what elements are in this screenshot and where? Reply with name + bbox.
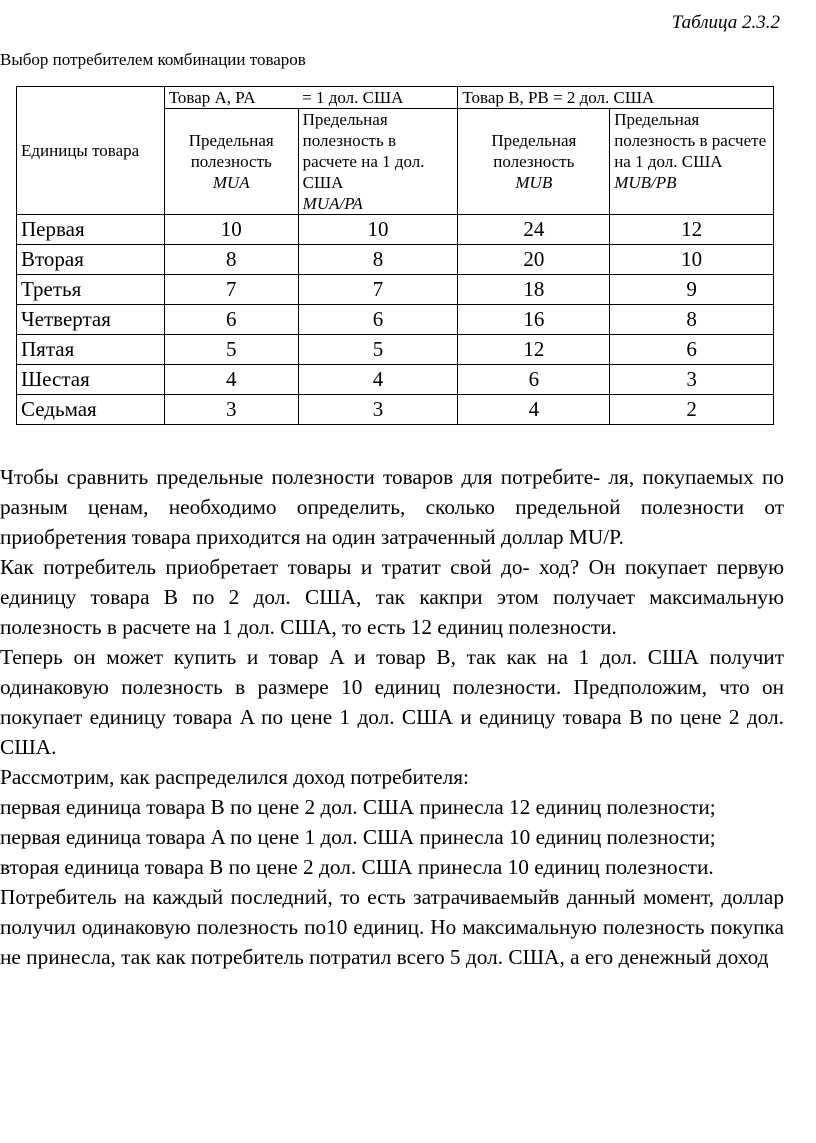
table-header-row-1 — [17, 87, 774, 109]
table-row — [17, 335, 774, 365]
paragraph: вторая единица товара B по цене 2 дол. США принесла 10 единиц полезности. — [0, 855, 714, 879]
muB-header — [458, 109, 610, 215]
paragraph: первая единица товара B по цене 2 дол. США принесла 12 единиц полезности; — [0, 795, 716, 819]
muA-pA-header — [298, 109, 458, 215]
table-row — [17, 275, 774, 305]
row-muB-pB: 12 — [610, 215, 774, 245]
row-muA: 4 — [164, 365, 298, 395]
row-muA: 8 — [164, 245, 298, 275]
row-muB: 6 — [458, 365, 610, 395]
table-row — [17, 305, 774, 335]
table-body — [17, 215, 774, 425]
muA-pA-symbol: MUA/PA — [302, 194, 363, 213]
row-muB: 4 — [458, 395, 610, 425]
table-number: Таблица 2.3.2 — [671, 12, 780, 33]
row-muA: 6 — [164, 305, 298, 335]
muB-pB-header — [610, 109, 774, 215]
muB-header-label: Предельная полезность — [491, 131, 577, 171]
row-muA-pA: 8 — [298, 245, 458, 275]
row-unit: Седьмая — [17, 395, 165, 425]
row-unit: Четвертая — [17, 305, 165, 335]
goodA-price: = 1 дол. США — [298, 87, 458, 109]
row-muB-pB: 2 — [610, 395, 774, 425]
row-unit: Вторая — [17, 245, 165, 275]
muB-symbol: MUB — [515, 173, 553, 192]
row-muB: 18 — [458, 275, 610, 305]
row-muB-pB: 10 — [610, 245, 774, 275]
row-muA: 10 — [164, 215, 298, 245]
muA-symbol: MUA — [212, 173, 250, 192]
paragraph: Теперь он может купить и товар A и товар B, так как на 1 дол. США получит одинаковую полезность в размере 10 единиц полезности. Предположим, что он покупает единицу товара A по цене 1 дол. США и единицу товара B по цене 2 дол. США. — [0, 645, 784, 759]
row-muA: 7 — [164, 275, 298, 305]
paragraph: Рассмотрим, как распределился доход потребителя: — [0, 765, 469, 789]
row-muA-pA: 6 — [298, 305, 458, 335]
muB-pB-symbol: MUB/PB — [614, 173, 677, 192]
muB-pB-header-label: Предельная полезность в расчете на 1 дол. США — [614, 110, 767, 171]
table-row — [17, 365, 774, 395]
paragraph: Как потребитель приобретает товары и тратит свой до- ход? Он покупает первую единицу товара B по 2 дол. США, так какпри этом получает максимальную полезность в расчете на 1 дол. США, то есть 12 единиц полезности. — [0, 555, 784, 639]
table-row — [17, 395, 774, 425]
row-muB-pB: 6 — [610, 335, 774, 365]
muA-header-label: Предельная полезность — [188, 131, 274, 171]
goodB-title: Товар B, PB = 2 дол. США — [458, 87, 774, 109]
row-unit: Третья — [17, 275, 165, 305]
row-muA-pA: 7 — [298, 275, 458, 305]
row-muB-pB: 8 — [610, 305, 774, 335]
row-muA: 5 — [164, 335, 298, 365]
table-row — [17, 215, 774, 245]
row-muA-pA: 5 — [298, 335, 458, 365]
row-muA-pA: 3 — [298, 395, 458, 425]
paragraph: Потребитель на каждый последний, то есть затрачиваемыйв данный момент, доллар получил одинаковую полезность по10 единиц. Но максимальную полезность покупка не принесла, так как потребитель потратил всего 5 дол. США, а его денежный доход — [0, 885, 784, 969]
row-muB-pB: 3 — [610, 365, 774, 395]
table-caption: Выбор потребителем комбинации товаров — [0, 50, 306, 69]
units-header: Единицы товара — [17, 87, 165, 215]
goodA-title: Товар A, PA — [164, 87, 298, 109]
paragraph: первая единица товара A по цене 1 дол. США принесла 10 единиц полезности; — [0, 825, 716, 849]
row-muA: 3 — [164, 395, 298, 425]
row-muB: 20 — [458, 245, 610, 275]
paragraph: Чтобы сравнить предельные полезности товаров для потребите- ля, покупаемых по разным ценам, необходимо определить, сколько предельной полезности от приобретения товара приходится на один затраченный доллар MU/P. — [0, 465, 784, 549]
muA-pA-header-label: Предельная полезность в расчете на 1 дол. США — [302, 110, 425, 192]
row-muB: 12 — [458, 335, 610, 365]
row-muA-pA: 10 — [298, 215, 458, 245]
row-muA-pA: 4 — [298, 365, 458, 395]
row-unit: Пятая — [17, 335, 165, 365]
row-unit: Шестая — [17, 365, 165, 395]
row-muB: 16 — [458, 305, 610, 335]
utility-table — [16, 86, 774, 425]
table-row — [17, 245, 774, 275]
row-muB-pB: 9 — [610, 275, 774, 305]
body-text — [0, 462, 784, 972]
row-unit: Первая — [17, 215, 165, 245]
muA-header — [164, 109, 298, 215]
row-muB: 24 — [458, 215, 610, 245]
